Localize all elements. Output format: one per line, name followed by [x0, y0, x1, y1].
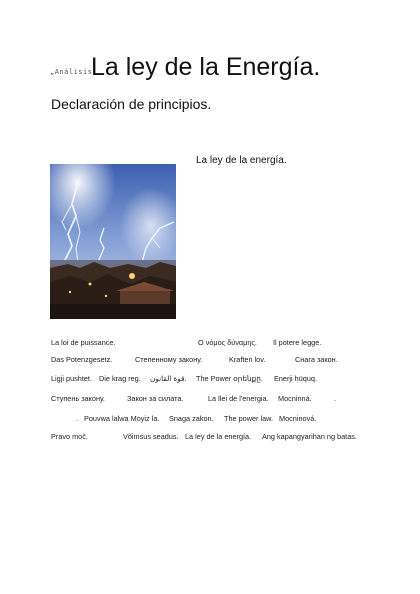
translation-item: The Power օրենքը. — [196, 374, 263, 383]
translation-item: Mocninová. — [279, 414, 317, 423]
translation-item: The power law. — [224, 414, 274, 423]
translation-item: Mocninná. — [278, 394, 312, 403]
translation-item: Снага закон. — [295, 355, 338, 364]
translation-item: Pouvwa lalwa Moyiz la. — [84, 414, 160, 423]
translation-item: Закон за силата. — [127, 394, 184, 403]
translation-item: Võimsus seadus. — [123, 432, 179, 441]
translation-item: Kraften lov. — [229, 355, 266, 364]
translation-item: La llei de l'energia. — [208, 394, 269, 403]
translation-item: Степенному закону. — [135, 355, 203, 364]
image-caption: La ley de la energía. — [196, 155, 287, 166]
translation-item: . — [334, 394, 337, 403]
translation-item: Ступень закону. — [51, 394, 105, 403]
lightning-photo — [50, 164, 176, 319]
kicker-text: „Análisis — [50, 68, 93, 76]
translation-item: قوة القانون. — [150, 374, 187, 383]
translation-item: Snaga zakon. — [169, 414, 214, 423]
translation-item: La loi de puissance. — [51, 338, 116, 347]
translation-item: Ang kapangyarihan ng batas. — [262, 432, 357, 441]
translation-item: Ligji pushtet. — [51, 374, 92, 383]
translation-item: La ley de la energía. — [185, 432, 252, 441]
lightning-photo-graphic — [50, 164, 176, 319]
translation-item: Enerji hüquq. — [274, 374, 318, 383]
translation-item: Die krag reg. — [99, 374, 141, 383]
translation-item: Das Potenzgesetz. — [51, 355, 113, 364]
translation-item: Pravo moč. — [51, 432, 88, 441]
translation-item: . — [76, 414, 79, 423]
page-subtitle: Declaración de principios. — [51, 96, 212, 112]
page-title: La ley de la Energía. — [91, 53, 321, 81]
translation-item: Il potere legge. — [273, 338, 322, 347]
translation-item: Ο νόμος δύναμης. — [198, 338, 257, 347]
